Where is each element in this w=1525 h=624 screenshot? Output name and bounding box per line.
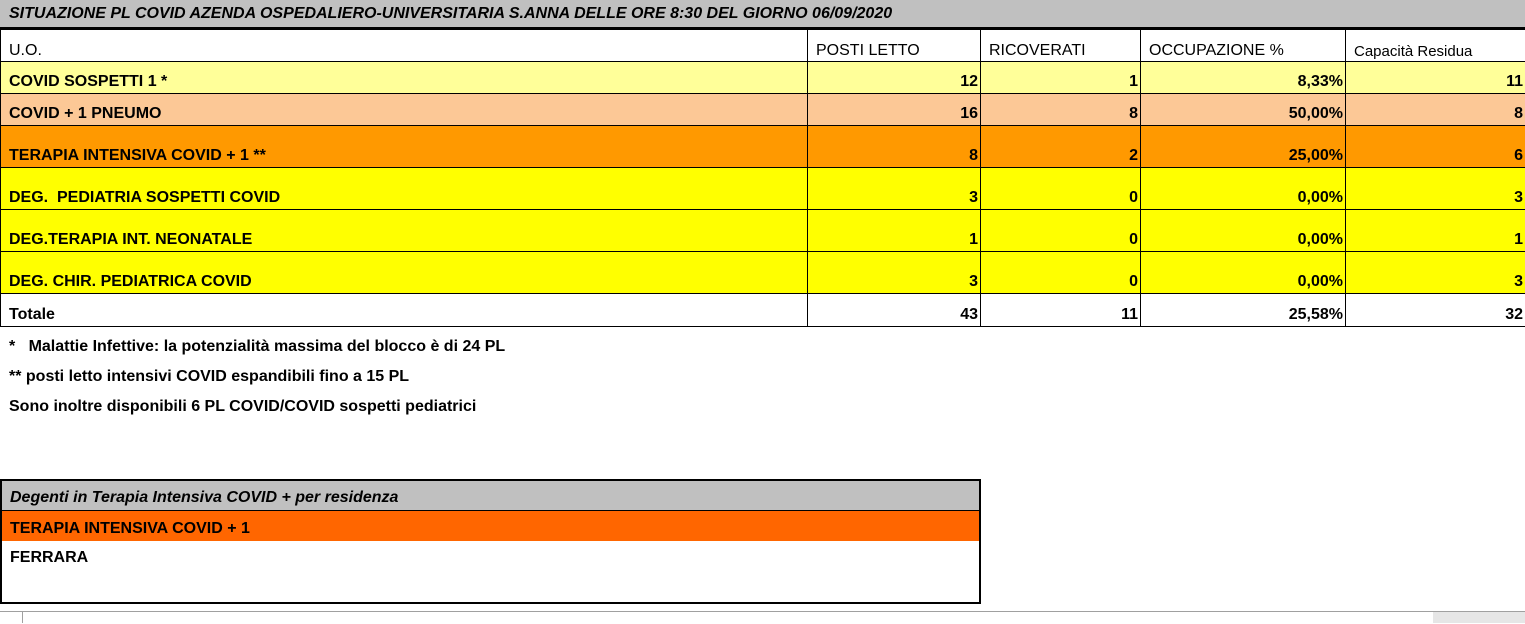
bottom-input-box [22,612,1434,623]
total-occupazione: 25,58% [1141,294,1346,327]
row-ricoverati: 2 [981,126,1141,168]
total-residua: 32 [1346,294,1525,327]
row-occupazione: 8,33% [1141,62,1346,94]
row-residua: 8 [1346,94,1525,126]
bed-occupancy-table [0,29,1525,327]
header-ricoverati: RICOVERATI [981,30,1141,62]
row-posti: 12 [808,62,981,94]
bottom-gray-area [1433,612,1525,623]
row-uo: DEG. PEDIATRIA SOSPETTI COVID [1,168,808,210]
footnote: Sono inoltre disponibili 6 PL COVID/COVID sospetti pediatrici [9,396,505,426]
table-row [1,168,1525,210]
header-occupazione: OCCUPAZIONE % [1141,30,1346,62]
table-header-row [1,30,1525,62]
row-residua: 1 [1346,210,1525,252]
row-uo: DEG.TERAPIA INT. NEONATALE [1,210,808,252]
residence-section: TERAPIA INTENSIVA COVID + 1 [2,511,979,541]
total-row [1,294,1525,327]
footnote: ** posti letto intensivi COVID espandibili fino a 15 PL [9,366,505,396]
residence-box [0,479,981,604]
table-row [1,62,1525,94]
row-residua: 11 [1346,62,1525,94]
row-occupazione: 25,00% [1141,126,1346,168]
row-ricoverati: 0 [981,252,1141,294]
row-posti: 1 [808,210,981,252]
header-posti-letto: POSTI LETTO [808,30,981,62]
footnote: * Malattie Infettive: la potenzialità massima del blocco è di 24 PL [9,336,505,366]
row-posti: 16 [808,94,981,126]
row-occupazione: 0,00% [1141,168,1346,210]
row-ricoverati: 8 [981,94,1141,126]
row-uo: COVID SOSPETTI 1 * [1,62,808,94]
row-residua: 6 [1346,126,1525,168]
row-ricoverati: 0 [981,210,1141,252]
page-title: SITUAZIONE PL COVID AZENDA OSPEDALIERO-UNIVERSITARIA S.ANNA DELLE ORE 8:30 DEL GIORNO 06/09/2020 [9,5,892,23]
total-ricoverati: 11 [981,294,1141,327]
header-capacita-residua: Capacità Residua [1346,30,1525,62]
table-row [1,94,1525,126]
row-occupazione: 50,00% [1141,94,1346,126]
row-posti: 8 [808,126,981,168]
table-row [1,126,1525,168]
row-ricoverati: 1 [981,62,1141,94]
residence-header: Degenti in Terapia Intensiva COVID + per residenza [2,481,979,511]
residence-row: FERRARA [2,541,979,571]
total-label: Totale [1,294,808,327]
row-uo: TERAPIA INTENSIVA COVID + 1 ** [1,126,808,168]
total-posti: 43 [808,294,981,327]
title-bar [0,0,1525,29]
footnotes [9,336,505,426]
row-posti: 3 [808,168,981,210]
row-residua: 3 [1346,168,1525,210]
row-uo: COVID + 1 PNEUMO [1,94,808,126]
table-row [1,210,1525,252]
row-occupazione: 0,00% [1141,210,1346,252]
table-row [1,252,1525,294]
row-occupazione: 0,00% [1141,252,1346,294]
row-ricoverati: 0 [981,168,1141,210]
row-uo: DEG. CHIR. PEDIATRICA COVID [1,252,808,294]
row-posti: 3 [808,252,981,294]
row-residua: 3 [1346,252,1525,294]
header-uo: U.O. [1,30,808,62]
